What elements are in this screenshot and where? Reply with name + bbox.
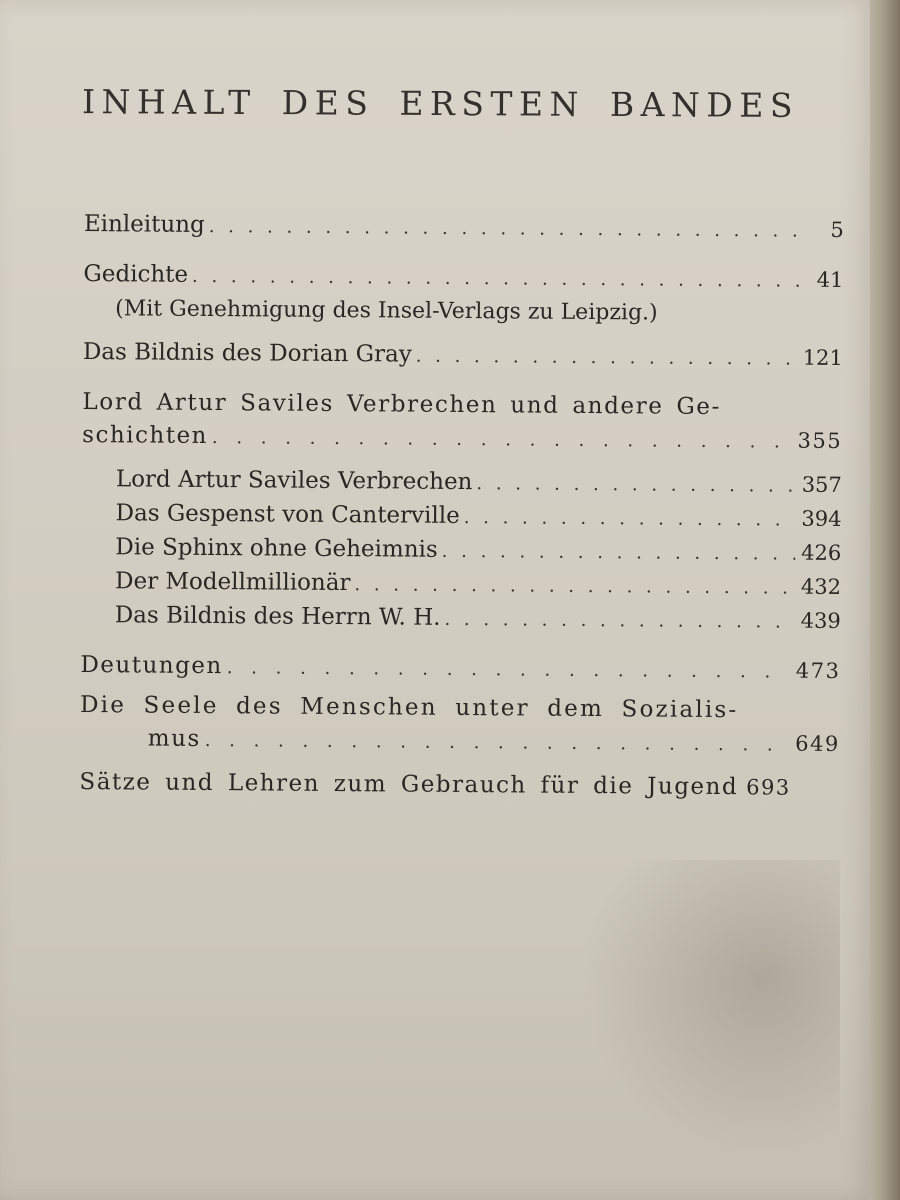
toc-entry-gedichte: [83, 258, 843, 298]
toc-entry-einleitung: [84, 208, 844, 248]
toc-page-number: 432: [800, 574, 842, 599]
leader-dots: [212, 421, 792, 459]
toc-label: mus: [147, 725, 201, 752]
page-edge: [870, 0, 900, 1200]
toc-label: Das Bildnis des Herrn W. H.: [114, 602, 441, 631]
toc-page-number: 394: [801, 506, 842, 531]
toc-label: Einleitung: [83, 210, 205, 238]
page-title: INHALT DES ERSTEN BANDES: [81, 82, 800, 125]
leader-dots: [192, 260, 802, 298]
page-shadow: [580, 860, 840, 1160]
leader-dots: [444, 603, 794, 639]
toc-page-number: 355: [797, 428, 843, 453]
toc-page-number: 649: [795, 731, 840, 756]
toc-page-number: 426: [801, 540, 842, 565]
toc-entry-saetze: [79, 766, 839, 805]
toc-label: Lord Artur Saviles Verbrechen: [115, 466, 473, 496]
toc-label: Sätze und Lehren zum Gebrauch für die Jugend: [79, 768, 739, 801]
toc-entry-seele-line1: Die Seele des Menschen unter dem Sozialis-: [79, 691, 739, 724]
toc-label: Das Gespenst von Canterville: [115, 500, 460, 529]
toc-entry-deutungen: [80, 649, 840, 689]
leader-dots: [442, 535, 796, 571]
table-of-contents: [79, 208, 844, 805]
toc-entry-lord-artur-line1: Lord Artur Saviles Verbrechen und andere Ge-: [82, 388, 722, 421]
toc-entry-seele: [80, 722, 840, 762]
toc-page-number: 439: [800, 608, 841, 633]
toc-label: Deutungen: [80, 651, 223, 680]
toc-page-number: 473: [795, 658, 841, 683]
toc-page-number: 121: [802, 345, 843, 370]
toc-label: schichten: [82, 421, 209, 449]
toc-page-number: 693: [746, 775, 791, 800]
leader-dots: [205, 724, 790, 762]
leader-dots: [227, 651, 790, 688]
leader-dots: [354, 568, 795, 604]
toc-page-number: 5: [830, 217, 844, 242]
toc-label: Das Bildnis des Dorian Gray: [82, 338, 412, 368]
toc-page-number: 357: [801, 472, 842, 497]
leader-dots: [209, 210, 802, 248]
leader-dots: [476, 467, 796, 503]
toc-label: Gedichte: [83, 260, 189, 288]
toc-page-number: 41: [816, 267, 844, 292]
toc-label: Der Modellmillionär: [114, 568, 351, 597]
leader-dots: [464, 501, 796, 537]
toc-note-gedichte: (Mit Genehmigung des Insel-Verlags zu Leipzig.): [115, 296, 658, 326]
toc-subentry-5: [81, 599, 841, 639]
toc-entry-lord-artur: [82, 419, 842, 459]
toc-entry-dorian-gray: [83, 336, 843, 376]
toc-label: Die Sphinx ohne Geheimnis: [115, 534, 438, 563]
leader-dots: [416, 340, 797, 376]
